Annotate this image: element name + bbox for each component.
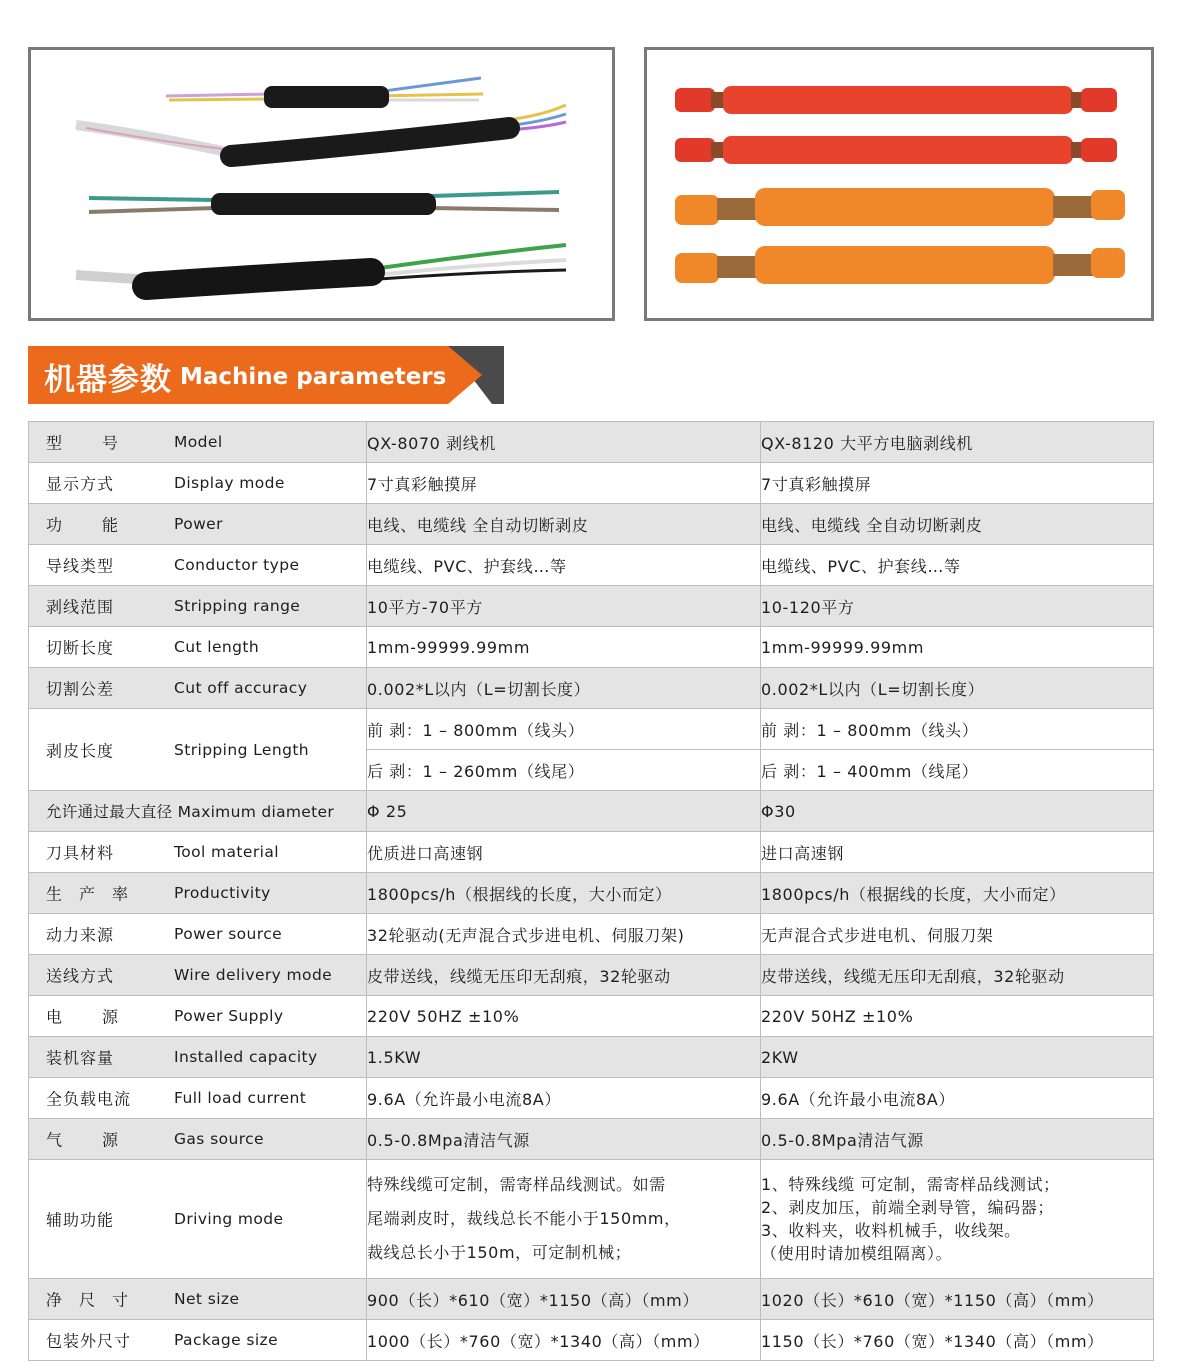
- row-label-cn: 切断长度: [46, 638, 115, 658]
- orange-cable-1: [675, 188, 1125, 226]
- row-label-cn: 切割公差: [46, 679, 115, 699]
- text-line: 1、特殊线缆 可定制，需寄样品线测试；: [761, 1175, 1060, 1194]
- row-label-cn: 动力来源: [46, 925, 115, 945]
- row-label-en: Cut off accuracy: [174, 679, 308, 697]
- row-label-en: Tool material: [174, 843, 279, 861]
- section-title-cn: 机器参数: [44, 362, 172, 398]
- cable-4: [76, 245, 566, 286]
- model-b-value: 9.6A（允许最小电流8A）: [761, 1078, 1154, 1119]
- table-row: [29, 1119, 1154, 1160]
- model-b-value: 2KW: [761, 1037, 1154, 1078]
- row-label-cn: 全负载电流: [46, 1089, 132, 1109]
- row-label-en: Stripping Length: [174, 740, 310, 759]
- text-line: 尾端剥皮时，裁线总长不能小于150mm，: [367, 1209, 681, 1228]
- model-a-value: 1800pcs/h（根据线的长度，大小而定）: [367, 873, 761, 914]
- model-a-value: 0.002*L以内（L=切割长度）: [367, 668, 761, 709]
- row-label-cn: 生产率: [46, 884, 146, 904]
- row-label-en: Conductor type: [174, 556, 300, 574]
- red-orange-cables-image: [647, 50, 1151, 318]
- section-title: [44, 354, 446, 399]
- table-row: [29, 1279, 1154, 1320]
- model-b-value: Φ30: [761, 791, 1154, 832]
- table-row: [29, 914, 1154, 955]
- table-row: [29, 545, 1154, 586]
- left-cable-photo: [28, 47, 615, 321]
- text-line: 特殊线缆可定制，需寄样品线测试。如需: [367, 1175, 666, 1194]
- row-label-cn: 刀具材料: [46, 843, 115, 863]
- model-b-value: QX-8120 大平方电脑剥线机: [761, 422, 1154, 463]
- row-label-cn: 送线方式: [46, 966, 115, 986]
- table-row: [29, 873, 1154, 914]
- table-row: [29, 791, 1154, 832]
- model-b-value: 电缆线、PVC、护套线…等: [761, 545, 1154, 586]
- row-label-en: Power Supply: [174, 1007, 284, 1025]
- row-label-cn: 电源: [46, 1007, 159, 1027]
- text-line: 3、收料夹，收料机械手，收线架。: [761, 1221, 1021, 1240]
- section-title-en: Machine parameters: [180, 363, 447, 390]
- model-a-value: 电线、电缆线 全自动切断剥皮: [367, 504, 761, 545]
- row-label-en: Full load current: [174, 1089, 307, 1107]
- model-b-value: [761, 1160, 1154, 1279]
- table-row: [29, 1320, 1154, 1361]
- table-row: [29, 996, 1154, 1037]
- row-label-en: Display mode: [174, 474, 285, 492]
- row-label-en: Power: [174, 515, 223, 533]
- model-b-value: 10-120平方: [761, 586, 1154, 627]
- row-label-cn: 型号: [46, 433, 159, 453]
- row-label: 允许通过最大直径 Maximum diameter: [46, 803, 334, 821]
- model-a-value: 1mm-99999.99mm: [367, 627, 761, 668]
- table-row: [29, 1037, 1154, 1078]
- table-row: [29, 955, 1154, 996]
- row-label-cn: 辅助功能: [46, 1210, 115, 1230]
- row-label-en: Package size: [174, 1331, 279, 1349]
- table-row: [29, 463, 1154, 504]
- row-label-cn: 功能: [46, 515, 159, 535]
- model-a-value: 32轮驱动(无声混合式步进电机、伺服刀架): [367, 914, 761, 955]
- section-banner: [28, 346, 504, 404]
- orange-cable-2: [675, 246, 1125, 284]
- row-label-en: Wire delivery mode: [174, 966, 333, 984]
- row-label-cn: 气源: [46, 1130, 159, 1150]
- model-a-value: 电缆线、PVC、护套线…等: [367, 545, 761, 586]
- model-a-value: 900（长）*610（宽）*1150（高）（mm）: [367, 1279, 761, 1320]
- model-b-value: 1800pcs/h（根据线的长度，大小而定）: [761, 873, 1154, 914]
- model-b-value: 皮带送线，线缆无压印无刮痕，32轮驱动: [761, 955, 1154, 996]
- table-row: [29, 504, 1154, 545]
- row-label-en: Cut length: [174, 638, 260, 656]
- table-row: [29, 832, 1154, 873]
- model-a-value: 皮带送线，线缆无压印无刮痕，32轮驱动: [367, 955, 761, 996]
- model-a-value: 1.5KW: [367, 1037, 761, 1078]
- model-b-value: 1mm-99999.99mm: [761, 627, 1154, 668]
- text-line: 裁线总长小于150m，可定制机械；: [367, 1243, 632, 1262]
- model-a-value: 7寸真彩触摸屏: [367, 463, 761, 504]
- row-label-en: Driving mode: [174, 1210, 284, 1228]
- model-b-value: 前 剥：1 – 800mm（线头）: [761, 709, 1154, 750]
- row-label-en: Stripping range: [174, 597, 301, 615]
- row-label-cn: 包装外尺寸: [46, 1331, 132, 1351]
- model-a-value: [367, 1160, 761, 1279]
- red-cable-2: [675, 136, 1117, 164]
- cable-2: [76, 105, 566, 156]
- model-b-value: 后 剥：1 – 400mm（线尾）: [761, 750, 1154, 791]
- model-b-value: 7寸真彩触摸屏: [761, 463, 1154, 504]
- row-label-cn: 净尺寸: [46, 1290, 146, 1310]
- model-b-value: 无声混合式步进电机、伺服刀架: [761, 914, 1154, 955]
- model-a-value: 1000（长）*760（宽）*1340（高）（mm）: [367, 1320, 761, 1361]
- text-line: （使用时请加模组隔离）。: [761, 1244, 953, 1263]
- table-row: [29, 422, 1154, 463]
- table-row: [29, 586, 1154, 627]
- model-a-value: 10平方-70平方: [367, 586, 761, 627]
- model-a-value: QX-8070 剥线机: [367, 422, 761, 463]
- model-a-value: Φ 25: [367, 791, 761, 832]
- model-b-value: 电线、电缆线 全自动切断剥皮: [761, 504, 1154, 545]
- row-label-en: Productivity: [174, 884, 271, 902]
- parameters-table: [28, 421, 1154, 1361]
- table-row: [29, 668, 1154, 709]
- red-cable-1: [675, 86, 1117, 114]
- model-b-value: 0.002*L以内（L=切割长度）: [761, 668, 1154, 709]
- model-a-value: 9.6A（允许最小电流8A）: [367, 1078, 761, 1119]
- model-a-value: 0.5-0.8Mpa清洁气源: [367, 1119, 761, 1160]
- right-cable-photo: [644, 47, 1154, 321]
- model-b-value: 进口高速钢: [761, 832, 1154, 873]
- model-b-value: 220V 50HZ ±10%: [761, 996, 1154, 1037]
- model-b-value: 1020（长）*610（宽）*1150（高）（mm）: [761, 1279, 1154, 1320]
- row-label-en: Power source: [174, 925, 283, 943]
- cable-1: [166, 78, 483, 108]
- row-label-en: Gas source: [174, 1130, 264, 1148]
- model-b-value: 1150（长）*760（宽）*1340（高）（mm）: [761, 1320, 1154, 1361]
- table-row: [29, 627, 1154, 668]
- model-a-value: 前 剥：1 – 800mm（线头）: [367, 709, 761, 750]
- row-label-en: Net size: [174, 1290, 240, 1308]
- model-a-value: 220V 50HZ ±10%: [367, 996, 761, 1037]
- black-cables-image: [31, 50, 612, 318]
- row-label-cn: 显示方式: [46, 474, 115, 494]
- table-row: [29, 709, 1154, 750]
- table-row: [29, 1160, 1154, 1279]
- model-a-value: 优质进口高速钢: [367, 832, 761, 873]
- model-b-value: 0.5-0.8Mpa清洁气源: [761, 1119, 1154, 1160]
- row-label-cn: 装机容量: [46, 1048, 115, 1068]
- model-a-value: 后 剥：1 – 260mm（线尾）: [367, 750, 761, 791]
- row-label-cn: 剥线范围: [46, 597, 115, 617]
- text-line: 2、剥皮加压，前端全剥导管，编码器；: [761, 1198, 1054, 1217]
- cable-3: [89, 192, 559, 215]
- table-row: [29, 1078, 1154, 1119]
- row-label-cn: 导线类型: [46, 556, 115, 576]
- row-label-cn: 剥皮长度: [46, 741, 115, 760]
- row-label-en: Installed capacity: [174, 1048, 318, 1066]
- row-label-en: Model: [174, 433, 223, 451]
